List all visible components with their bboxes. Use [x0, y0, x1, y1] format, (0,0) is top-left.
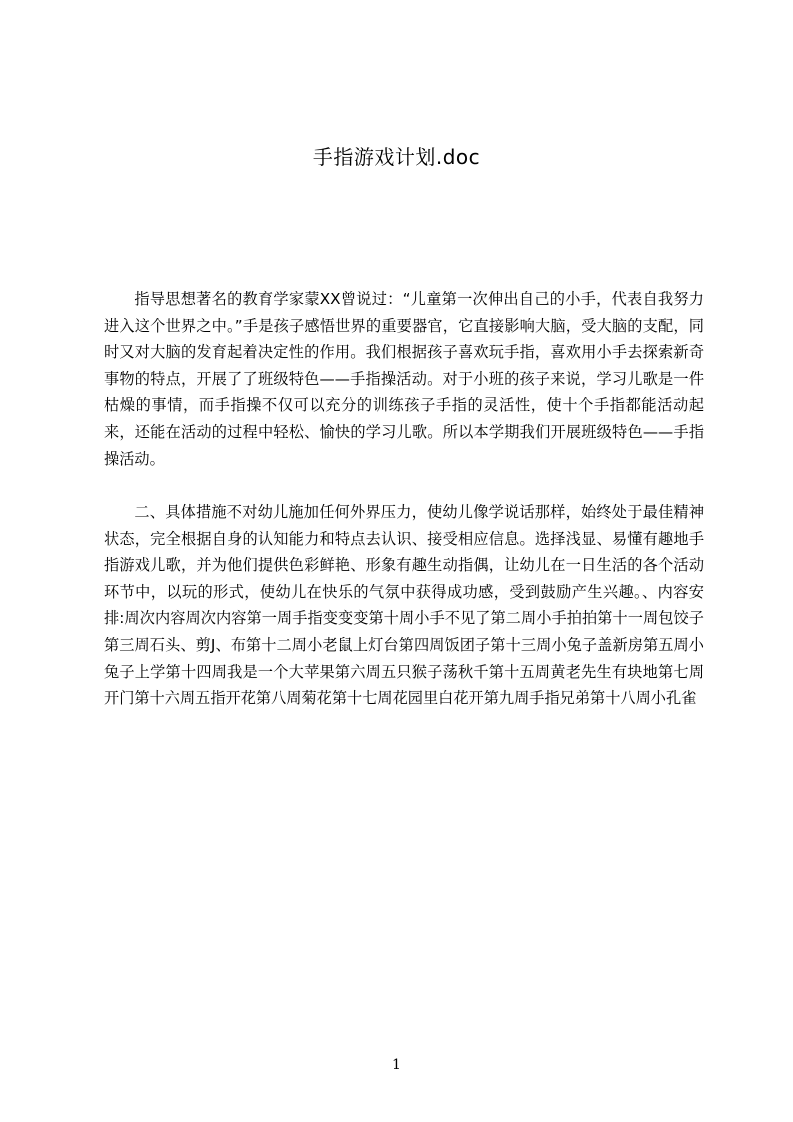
paragraph-guiding-ideology: 指导思想著名的教育学家蒙XX曾说过：“儿童第一次伸出自己的小手，代表自我努力进入这个世界之中。”手是孩子感悟世界的重要器官，它直接影响大脑，受大脑的支配，同时又对大脑的发育起着决定性的作用。我们根据孩子喜欢玩手指，喜欢用小手去探索新奇事物的特点，开展了了班级特色——手指操活动。对于小班的孩子来说，学习儿歌是一件枯燥的事情，而手指操不仅可以充分的训练孩子手指的灵活性，使十个手指都能活动起来，还能在活动的过程中轻松、愉快的学习儿歌。所以本学期我们开展班级特色——手指操活动。 — [104, 290, 704, 468]
page-number: 1 — [392, 1057, 401, 1073]
paragraph-specific-measures: 二、具体措施不对幼儿施加任何外界压力，使幼儿像学说话那样，始终处于最佳精神状态，完全根据自身的认知能力和特点去认识、接受相应信息。选择浅显、易懂有趣地手指游戏儿歌，并为他们提供色彩鲜艳、形象有趣生动指偶，让幼儿在一日生活的各个活动环节中，以玩的形式，使幼儿在快乐的气氛中获得成功感，受到鼓励产生兴趣。、内容安排:周次内容周次内容第一周手指变变变第十周小手不见了第二周小手拍拍第十一周包饺子第三周石头、剪J、布第十二周小老鼠上灯台第四周饭团子第十三周小兔子盖新房第五周小兔子上学第十四周我是一个大苹果第六周五只猴子荡秋千第十五周黄老先生有块地第七周开门第十六周五指开花第八周菊花第十七周花园里白花开第九周手指兄弟第十八周小孔雀 — [104, 503, 704, 708]
document-title: 手指游戏计划.doc — [312, 145, 481, 169]
